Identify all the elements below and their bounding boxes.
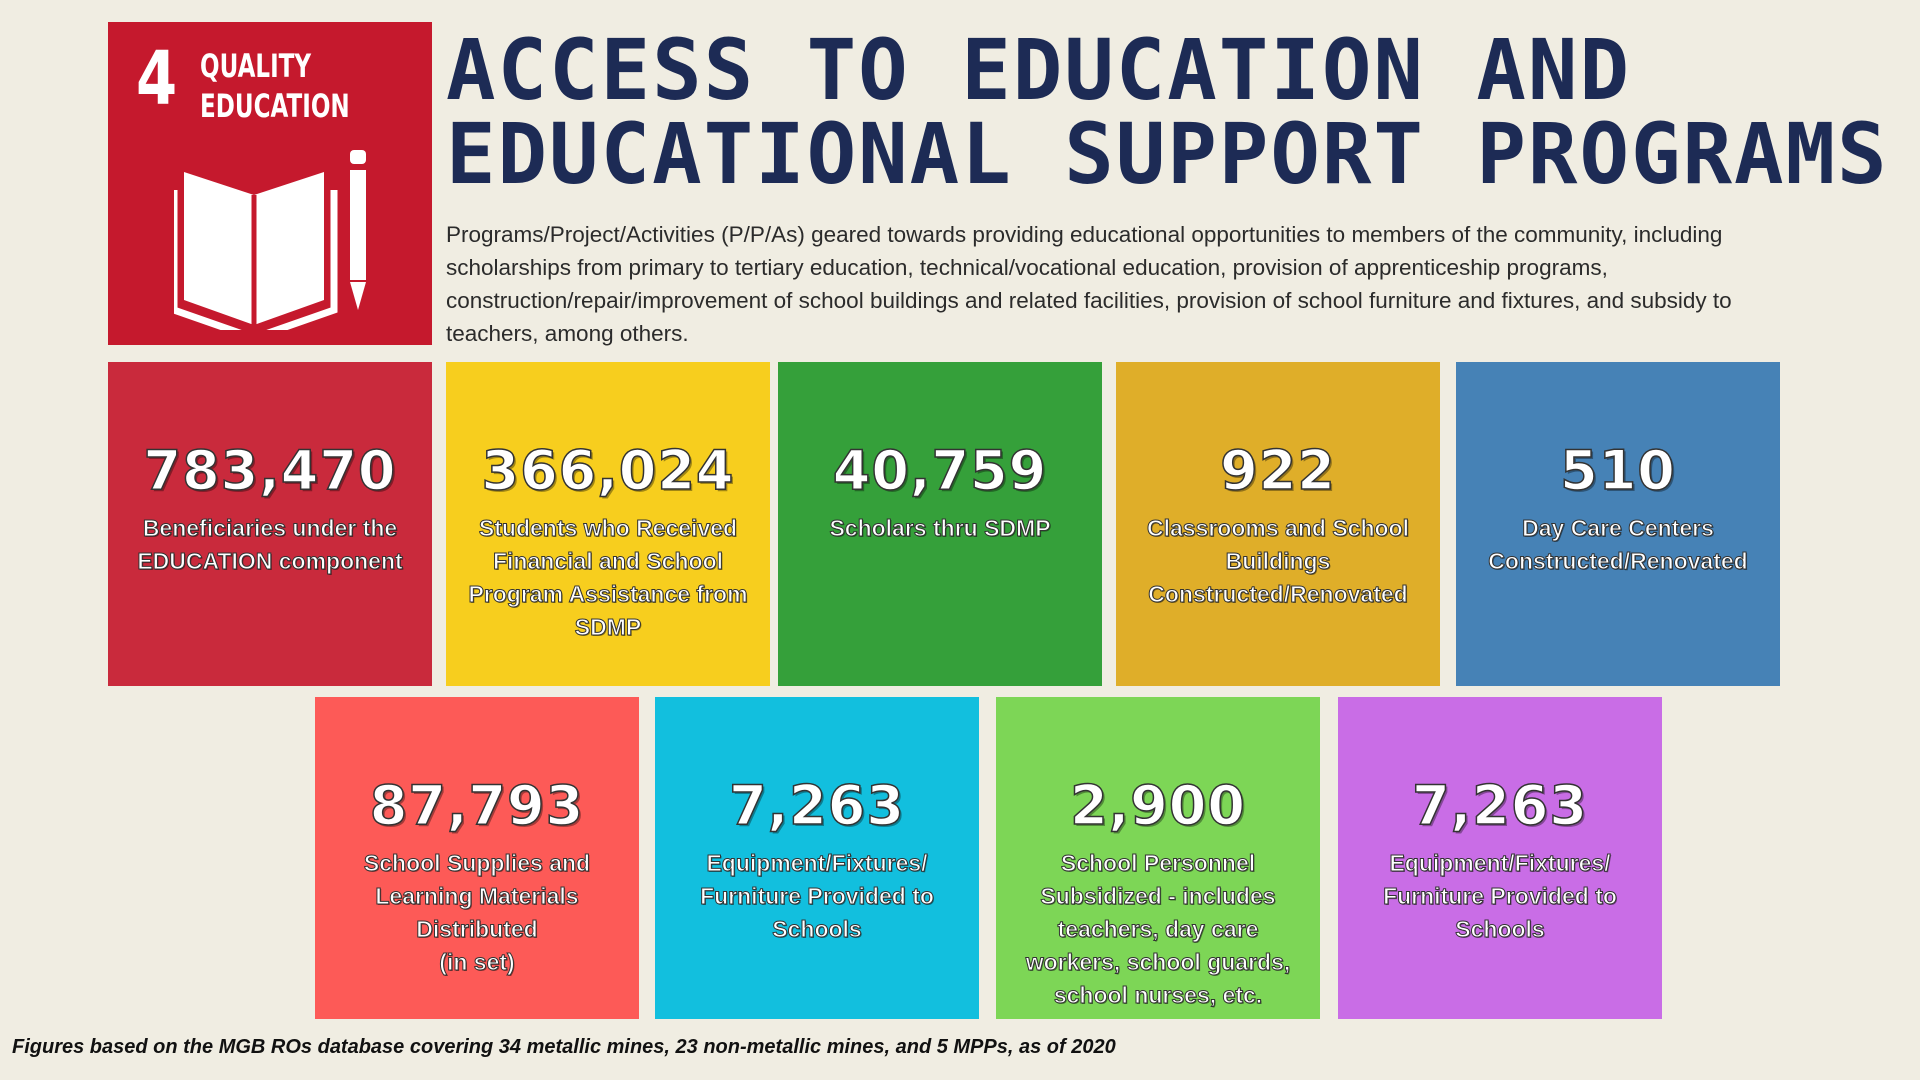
- stat-tile-beneficiaries: [108, 362, 432, 686]
- page-title: [446, 21, 1889, 203]
- stat-label: Students who Received Financial and School Program Assistance from SDMP: [468, 515, 748, 640]
- stat-value: 87,793: [369, 774, 585, 837]
- stat-label: Equipment/Fixtures/ Furniture Provided to Schools: [700, 850, 934, 942]
- stat-value: 783,470: [143, 439, 397, 502]
- stat-value: 7,263: [1412, 774, 1588, 837]
- sdg-number: 4: [136, 36, 178, 122]
- stat-tile-scholars: [778, 362, 1102, 686]
- stat-label: Day Care Centers Constructed/Renovated: [1488, 515, 1748, 574]
- stat-tile-students-assisted: [446, 362, 770, 686]
- stat-value: 366,024: [481, 439, 735, 502]
- sdg-label-line1: QUALITY: [200, 47, 312, 85]
- stat-tile-school-personnel: [996, 697, 1320, 1019]
- title-line1: ACCESS TO EDUCATION AND: [446, 21, 1631, 119]
- stat-value: 922: [1220, 439, 1336, 502]
- stat-tile-equipment-2: [1338, 697, 1662, 1019]
- sdg-label-line2: EDUCATION: [200, 87, 350, 125]
- stat-tile-classrooms: [1116, 362, 1440, 686]
- stat-value: 7,263: [729, 774, 905, 837]
- sdg-4-badge: [108, 22, 432, 345]
- stat-tile-equipment-1: [655, 697, 979, 1019]
- stat-label: School Personnel Subsidized - includes teachers, day care workers, school guards, school nurses, etc.: [1025, 850, 1291, 1008]
- stat-tile-day-care-centers: [1456, 362, 1780, 686]
- description: Programs/Project/Activities (P/P/As) geared towards providing educational opportunities to members of the community, including scholarships from primary to tertiary education, technical/vocational education, provision of apprenticeship programs, construction/repair/improvement of school buildings and related facilities, provision of school furniture and fixtures, and subsidy to teachers, among others.: [446, 222, 1732, 346]
- stat-label: School Supplies and Learning Materials Distributed (in set): [363, 850, 591, 975]
- sdg-label: [200, 46, 350, 126]
- stat-tile-school-supplies: [315, 697, 639, 1019]
- stat-value: 2,900: [1070, 774, 1246, 837]
- stat-label: Classrooms and School Buildings Constructed/Renovated: [1146, 515, 1409, 607]
- stat-label: Beneficiaries under the EDUCATION component: [137, 515, 403, 574]
- stat-label: Scholars thru SDMP: [829, 515, 1051, 541]
- book-pencil-icon: [174, 150, 374, 330]
- stat-value: 40,759: [832, 439, 1048, 502]
- stat-value: 510: [1560, 439, 1676, 502]
- stat-label: Equipment/Fixtures/ Furniture Provided to Schools: [1383, 850, 1617, 942]
- footnote: Figures based on the MGB ROs database covering 34 metallic mines, 23 non-metallic mines, and 5 MPPs, as of 2020: [12, 1036, 1116, 1058]
- title-line2: EDUCATIONAL SUPPORT PROGRAMS: [446, 105, 1889, 203]
